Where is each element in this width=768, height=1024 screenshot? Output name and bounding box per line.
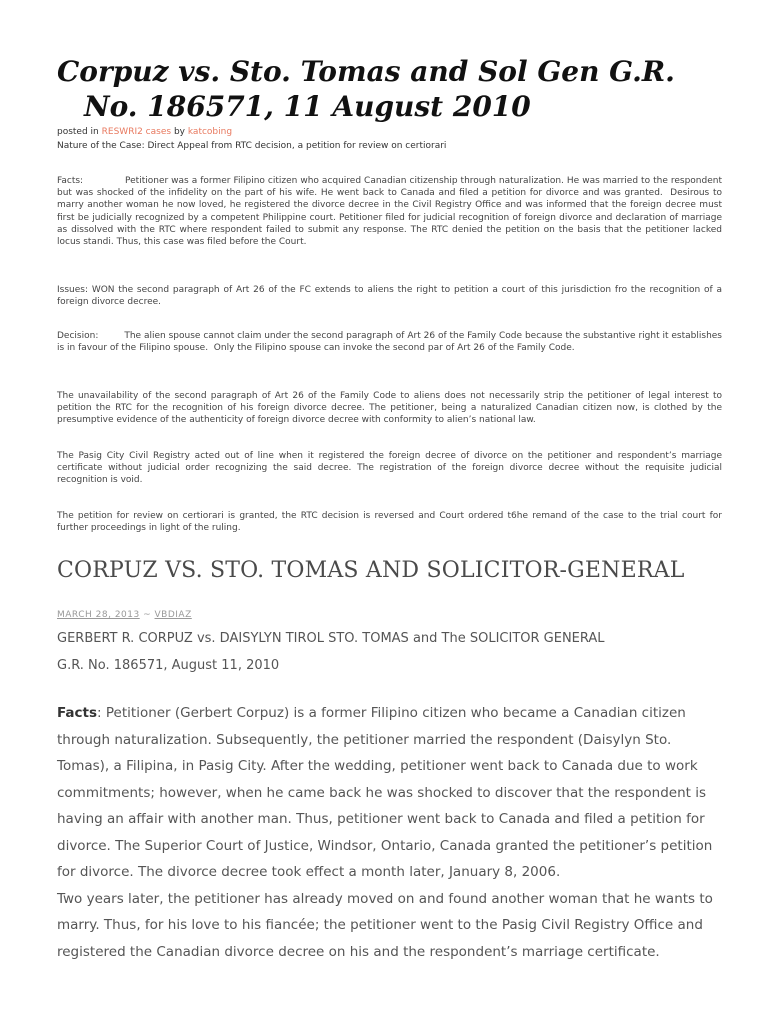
digest-decision: Decision: The alien spouse cannot claim under the second paragraph of Art 26 of the Family Code because the substantive right it establishes is in favour of the Filipino spouse. Only the Filipino spouse can invoke the second par of Art 26 of the Family Code.	[57, 331, 725, 354]
article-author-link[interactable]: VBDIAZ	[154, 610, 192, 620]
by-word: by	[173, 127, 185, 137]
post-title-line1: Corpuz vs. Sto. Tomas and Sol Gen G.R.	[57, 55, 675, 88]
author-link[interactable]: katcobing	[187, 127, 233, 137]
case-parties: GERBERT R. CORPUZ vs. DAISYLYN TIROL STO. TOMAS and The SOLICITOR GENERAL	[57, 631, 605, 646]
second-paragraph: Two years later, the petitioner has already moved on and found another woman that he wants to marry. Thus, for his love to his fiancée; the petitioner went to the Pasig Civil Registry Office and registered the Canadian divorce decree on his and the respondent’s marriage certificate.	[57, 890, 713, 960]
digest-pasig-registry: The Pasig City Civil Registry acted out of line when it registered the foreign decree of divorce on the petitioner and respondent’s marriage certificate without judicial order recognizing the said decree. The registration of the foreign divorce decree without the requisite judicial recognition is void.	[57, 451, 722, 486]
article-title: CORPUZ VS. STO. TOMAS AND SOLICITOR-GENERAL	[57, 558, 685, 583]
article-body	[57, 700, 722, 965]
digest-petition-ruling: The petition for review on certiorari is granted, the RTC decision is reversed and Court ordered t6he remand of the case to the trial court for further proceedings in light of the ruling.	[57, 511, 722, 534]
article-byline	[57, 610, 192, 620]
category-link[interactable]: RESWRI2 cases	[101, 127, 172, 137]
facts-label: Facts	[57, 705, 98, 721]
digest-facts: Facts: Petitioner was a former Filipino citizen who acquired Canadian citizenship through naturalization. He was married to the respondent but was shocked of the infidelity on the part of his wife. He went back to Canada and filed a petition for divorce and was granted. Desirous to marry another woman he now loved, he registered the divorce decree in the Civil Registry Office and was informed that the foreign decree must first be judicially recognized by a competent Philippine court. Petitioner filed for judicial recognition of foreign divorce and declaration of marriage as dissolved with the RTC where respondent failed to submit any response. The RTC denied the petition on the basis that the petitioner lacked locus standi. Thus, this case was filed before the Court.	[57, 176, 725, 248]
post-meta	[57, 127, 232, 137]
post-title	[57, 54, 722, 124]
article-date-link[interactable]: MARCH 28, 2013	[57, 610, 140, 620]
facts-body: : Petitioner (Gerbert Corpuz) is a former Filipino citizen who became a Canadian citizen through naturalization. Subsequently, the petitioner married the respondent (Daisylyn Sto. Tomas), a Filipina, in Pasig City. After the wedding, petitioner went back to Canada due to work commitments; however, when he came back he was shocked to discover that the respondent is having an affair with another man. Thus, petitioner went back to Canada and filed a petition for divorce. The Superior Court of Justice, Windsor, Ontario, Canada granted the petitioner’s petition for divorce. The divorce decree took effect a month later, January 8, 2006.	[57, 705, 713, 880]
post-title-line2: No. 186571, 11 August 2010	[84, 90, 531, 123]
nature-of-case: Nature of the Case: Direct Appeal from RTC decision, a petition for review on certiorari	[57, 141, 447, 151]
digest-issues: Issues: WON the second paragraph of Art 26 of the FC extends to aliens the right to petition a court of this jurisdiction fro the recognition of a foreign divorce decree.	[57, 285, 722, 308]
case-gr-number: G.R. No. 186571, August 11, 2010	[57, 658, 280, 673]
digest-unavailability: The unavailability of the second paragraph of Art 26 of the Family Code to aliens does not necessarily strip the petitioner of legal interest to petition the RTC for the recognition of his foreign divorce decree. The petitioner, being a naturalized Canadian citizen now, is clothed by the presumptive evidence of the authenticity of foreign divorce decree with conformity to alien’s national law.	[57, 391, 722, 426]
posted-in-prefix: posted in	[57, 127, 99, 137]
byline-separator: ~	[143, 610, 152, 620]
